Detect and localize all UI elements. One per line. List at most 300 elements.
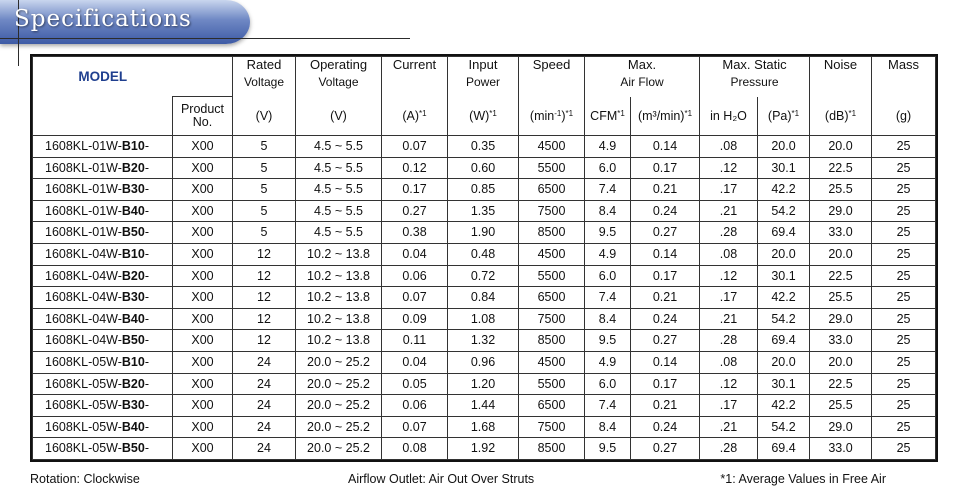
model-prefix: 1608KL-05W- [45, 419, 122, 434]
model-cell [33, 136, 173, 158]
model-variant: B50 [121, 333, 145, 348]
current-cell: 0.11 [382, 330, 448, 352]
rated-voltage-sublabel: Voltage [243, 74, 285, 89]
model-prefix: 1608KL-04W- [45, 290, 122, 305]
mass-cell: 25 [872, 351, 936, 373]
model-cell [33, 308, 173, 330]
model-cell [33, 330, 173, 352]
model-cell [33, 179, 173, 201]
noise-cell: 29.0 [810, 308, 872, 330]
inh2o-cell: .21 [700, 416, 758, 438]
speed-unit-end: ) [561, 108, 566, 123]
pa-cell: 54.2 [758, 200, 810, 222]
airflow-label: Max. [627, 56, 657, 72]
rated-cell: 5 [233, 157, 296, 179]
model-heading: MODEL [78, 68, 128, 84]
airflow-header [585, 57, 700, 97]
spec-table-frame [30, 54, 938, 462]
product-cell: X00 [173, 330, 233, 352]
header-row-units [33, 97, 936, 136]
pa-cell: 54.2 [758, 308, 810, 330]
model-suffix: - [144, 139, 150, 154]
model-suffix: - [144, 290, 150, 305]
noise-unit: (dB) [824, 108, 849, 123]
inh2o-cell: .08 [700, 136, 758, 158]
model-variant: B40 [121, 311, 145, 326]
power-cell: 0.35 [448, 136, 519, 158]
noise-cell: 25.5 [810, 395, 872, 417]
cfm-cell: 6.0 [585, 373, 631, 395]
power-cell: 0.60 [448, 157, 519, 179]
mass-cell: 25 [872, 222, 936, 244]
rated-cell: 12 [233, 308, 296, 330]
m3-cell: 0.24 [631, 200, 700, 222]
cfm-cell: 7.4 [585, 179, 631, 201]
table-row [33, 395, 936, 417]
table-row [33, 287, 936, 309]
noise-unit-cell [810, 97, 872, 136]
table-row [33, 200, 936, 222]
table-row [33, 243, 936, 265]
model-variant: B20 [121, 268, 145, 283]
spec-table-body [33, 136, 936, 460]
model-suffix: - [144, 247, 150, 262]
current-header [382, 57, 448, 97]
speed-cell: 6500 [519, 179, 585, 201]
header-row-top [33, 57, 936, 97]
noise-cell: 33.0 [810, 330, 872, 352]
model-suffix: - [144, 225, 150, 240]
model-variant: B10 [121, 247, 145, 262]
inh2o-cell: .28 [700, 222, 758, 244]
cfm-unit: CFM [590, 108, 618, 123]
page-title: Specifications [14, 6, 192, 32]
current-cell: 0.12 [382, 157, 448, 179]
m3-cell: 0.17 [631, 265, 700, 287]
spec-table [32, 56, 936, 460]
speed-cell: 8500 [519, 222, 585, 244]
operating-cell: 10.2 ~ 13.8 [296, 243, 382, 265]
operating-voltage-header [296, 57, 382, 97]
product-cell: X00 [173, 265, 233, 287]
table-row [33, 438, 936, 460]
model-variant: B40 [121, 203, 145, 218]
table-row [33, 416, 936, 438]
m3-cell: 0.17 [631, 373, 700, 395]
power-unit-cell [448, 97, 519, 136]
footer [30, 472, 934, 488]
speed-cell: 8500 [519, 438, 585, 460]
noise-cell: 25.5 [810, 179, 872, 201]
power-unit: (W) [469, 108, 490, 123]
speed-cell: 5500 [519, 373, 585, 395]
model-variant: B30 [121, 290, 145, 305]
power-cell: 1.90 [448, 222, 519, 244]
inh2o-cell: .12 [700, 157, 758, 179]
speed-sublabel-blank [519, 76, 584, 90]
product-no-header: Product No. [173, 97, 233, 136]
m3-cell: 0.24 [631, 308, 700, 330]
model-suffix: - [144, 333, 150, 348]
operating-cell: 20.0 ~ 25.2 [296, 416, 382, 438]
operating-cell: 20.0 ~ 25.2 [296, 351, 382, 373]
noise-header [810, 57, 872, 97]
product-cell: X00 [173, 395, 233, 417]
mass-cell: 25 [872, 330, 936, 352]
model-suffix: - [144, 398, 150, 413]
rated-voltage-header [233, 57, 296, 97]
model-prefix: 1608KL-05W- [45, 441, 122, 456]
model-header [33, 57, 173, 97]
rated-cell: 12 [233, 243, 296, 265]
pa-cell: 42.2 [758, 179, 810, 201]
table-row [33, 179, 936, 201]
noise-cell: 25.5 [810, 287, 872, 309]
m3-unit: (m³/min) [637, 108, 685, 123]
power-cell: 1.68 [448, 416, 519, 438]
current-cell: 0.27 [382, 200, 448, 222]
pa-cell: 20.0 [758, 136, 810, 158]
inh2o-unit: in H₂O [700, 97, 758, 136]
model-variant: B10 [121, 139, 145, 154]
current-cell: 0.38 [382, 222, 448, 244]
speed-cell: 7500 [519, 200, 585, 222]
mass-cell: 25 [872, 287, 936, 309]
noise-cell: 22.5 [810, 157, 872, 179]
current-cell: 0.09 [382, 308, 448, 330]
power-cell: 0.85 [448, 179, 519, 201]
model-prefix: 1608KL-05W- [45, 398, 122, 413]
product-cell: X00 [173, 157, 233, 179]
rated-cell: 5 [233, 179, 296, 201]
model-suffix: - [144, 203, 150, 218]
rated-cell: 24 [233, 373, 296, 395]
model-variant: B40 [121, 419, 145, 434]
operating-unit: (V) [296, 97, 382, 136]
model-cell [33, 200, 173, 222]
power-cell: 1.32 [448, 330, 519, 352]
mass-label: Mass [887, 56, 920, 72]
m3-cell: 0.14 [631, 136, 700, 158]
operating-cell: 20.0 ~ 25.2 [296, 373, 382, 395]
model-prefix: 1608KL-01W- [45, 225, 122, 240]
operating-cell: 20.0 ~ 25.2 [296, 395, 382, 417]
operating-cell: 4.5 ~ 5.5 [296, 222, 382, 244]
model-cell [33, 157, 173, 179]
input-power-label: Input [468, 56, 498, 72]
model-prefix: 1608KL-01W- [45, 182, 122, 197]
rated-cell: 24 [233, 395, 296, 417]
speed-cell: 6500 [519, 395, 585, 417]
model-suffix: - [144, 376, 150, 391]
pa-cell: 69.4 [758, 330, 810, 352]
product-cell: X00 [173, 351, 233, 373]
model-cell [33, 287, 173, 309]
m3-cell: 0.27 [631, 438, 700, 460]
rated-cell: 12 [233, 330, 296, 352]
speed-note: *1 [565, 108, 574, 118]
pa-cell: 20.0 [758, 243, 810, 265]
power-cell: 0.72 [448, 265, 519, 287]
current-cell: 0.04 [382, 351, 448, 373]
inh2o-cell: .28 [700, 330, 758, 352]
table-row [33, 157, 936, 179]
mass-cell: 25 [872, 395, 936, 417]
model-prefix: 1608KL-04W- [45, 333, 122, 348]
power-note: *1 [489, 108, 497, 118]
mass-cell: 25 [872, 308, 936, 330]
power-cell: 0.84 [448, 287, 519, 309]
current-sublabel-blank [382, 76, 447, 90]
product-cell: X00 [173, 179, 233, 201]
power-cell: 0.48 [448, 243, 519, 265]
power-cell: 0.96 [448, 351, 519, 373]
current-cell: 0.07 [382, 287, 448, 309]
table-row [33, 136, 936, 158]
product-cell: X00 [173, 438, 233, 460]
cfm-cell: 9.5 [585, 330, 631, 352]
model-variant: B10 [121, 355, 145, 370]
model-variant: B50 [121, 441, 145, 456]
speed-cell: 5500 [519, 265, 585, 287]
power-cell: 1.92 [448, 438, 519, 460]
operating-cell: 4.5 ~ 5.5 [296, 200, 382, 222]
power-cell: 1.44 [448, 395, 519, 417]
noise-cell: 22.5 [810, 265, 872, 287]
speed-label: Speed [532, 56, 571, 72]
mass-cell: 25 [872, 373, 936, 395]
product-cell: X00 [173, 308, 233, 330]
m3-cell: 0.21 [631, 395, 700, 417]
model-cell [33, 243, 173, 265]
model-variant: B30 [121, 182, 145, 197]
mass-cell: 25 [872, 243, 936, 265]
model-suffix: - [144, 311, 150, 326]
cfm-cell: 4.9 [585, 136, 631, 158]
operating-voltage-label: Operating [309, 56, 368, 72]
cfm-cell: 8.4 [585, 416, 631, 438]
pa-unit: (Pa) [767, 108, 792, 123]
noise-cell: 22.5 [810, 373, 872, 395]
product-cell: X00 [173, 416, 233, 438]
rated-cell: 5 [233, 136, 296, 158]
m3-cell: 0.27 [631, 222, 700, 244]
noise-cell: 20.0 [810, 351, 872, 373]
table-row [33, 222, 936, 244]
model-suffix: - [144, 355, 150, 370]
operating-cell: 10.2 ~ 13.8 [296, 287, 382, 309]
model-prefix: 1608KL-01W- [45, 203, 122, 218]
mass-unit: (g) [872, 97, 936, 136]
average-values-note: *1: Average Values in Free Air [720, 472, 886, 486]
rated-unit: (V) [233, 97, 296, 136]
rated-cell: 24 [233, 351, 296, 373]
mass-cell: 25 [872, 179, 936, 201]
speed-cell: 6500 [519, 287, 585, 309]
pa-unit-cell [758, 97, 810, 136]
product-cell: X00 [173, 136, 233, 158]
m3-cell: 0.14 [631, 351, 700, 373]
model-suffix: - [144, 268, 150, 283]
model-cell [33, 265, 173, 287]
rated-voltage-label: Rated [246, 56, 282, 72]
input-power-sublabel: Power [465, 74, 500, 89]
cfm-note: *1 [617, 108, 625, 118]
inh2o-cell: .12 [700, 265, 758, 287]
pa-cell: 42.2 [758, 287, 810, 309]
cfm-cell: 4.9 [585, 243, 631, 265]
speed-cell: 4500 [519, 243, 585, 265]
rated-cell: 24 [233, 416, 296, 438]
static-pressure-label: Max. Static [722, 56, 787, 72]
airflow-sublabel: Air Flow [620, 74, 664, 89]
noise-sublabel-blank [810, 76, 871, 90]
operating-cell: 10.2 ~ 13.8 [296, 265, 382, 287]
power-cell: 1.20 [448, 373, 519, 395]
current-unit-cell [382, 97, 448, 136]
operating-voltage-sublabel: Voltage [318, 74, 359, 89]
model-variant: B20 [121, 376, 145, 391]
inh2o-cell: .17 [700, 395, 758, 417]
inh2o-cell: .17 [700, 287, 758, 309]
model-header-lower [33, 97, 173, 136]
static-pressure-sublabel: Pressure [730, 74, 779, 89]
header-rule [0, 38, 410, 39]
current-cell: 0.08 [382, 438, 448, 460]
speed-header [519, 57, 585, 97]
operating-cell: 4.5 ~ 5.5 [296, 157, 382, 179]
noise-note: *1 [848, 108, 857, 118]
model-suffix: - [144, 419, 150, 434]
static-pressure-header [700, 57, 810, 97]
speed-cell: 7500 [519, 308, 585, 330]
airflow-note: Airflow Outlet: Air Out Over Struts [348, 472, 535, 486]
input-power-header [448, 57, 519, 97]
model-prefix: 1608KL-04W- [45, 268, 122, 283]
inh2o-cell: .08 [700, 243, 758, 265]
rated-cell: 12 [233, 265, 296, 287]
mass-cell: 25 [872, 265, 936, 287]
mass-cell: 25 [872, 157, 936, 179]
pa-cell: 30.1 [758, 265, 810, 287]
model-prefix: 1608KL-04W- [45, 247, 122, 262]
speed-cell: 4500 [519, 351, 585, 373]
pa-cell: 20.0 [758, 351, 810, 373]
model-suffix: - [144, 441, 150, 456]
current-cell: 0.04 [382, 243, 448, 265]
noise-label: Noise [823, 56, 858, 72]
speed-cell: 7500 [519, 416, 585, 438]
product-cell: X00 [173, 222, 233, 244]
speed-unit-cell [519, 97, 585, 136]
mass-header [872, 57, 936, 97]
noise-cell: 33.0 [810, 222, 872, 244]
speed-unit-exp: -1 [554, 108, 562, 118]
model-prefix: 1608KL-01W- [45, 160, 122, 175]
model-cell [33, 351, 173, 373]
current-cell: 0.05 [382, 373, 448, 395]
speed-unit-base: (min [529, 108, 555, 123]
m3-cell: 0.14 [631, 243, 700, 265]
rated-cell: 24 [233, 438, 296, 460]
cfm-cell: 6.0 [585, 157, 631, 179]
product-cell: X00 [173, 200, 233, 222]
rated-cell: 12 [233, 287, 296, 309]
operating-cell: 10.2 ~ 13.8 [296, 308, 382, 330]
operating-cell: 4.5 ~ 5.5 [296, 179, 382, 201]
power-cell: 1.08 [448, 308, 519, 330]
cfm-unit-cell [585, 97, 631, 136]
cfm-cell: 4.9 [585, 351, 631, 373]
cfm-cell: 7.4 [585, 287, 631, 309]
mass-sublabel-blank [872, 76, 935, 90]
power-cell: 1.35 [448, 200, 519, 222]
m3-cell: 0.17 [631, 157, 700, 179]
table-row [33, 373, 936, 395]
m3-cell: 0.21 [631, 287, 700, 309]
operating-cell: 4.5 ~ 5.5 [296, 136, 382, 158]
pa-cell: 30.1 [758, 373, 810, 395]
rotation-note: Rotation: Clockwise [30, 472, 140, 486]
current-cell: 0.07 [382, 136, 448, 158]
current-cell: 0.06 [382, 395, 448, 417]
current-unit: (A) [402, 108, 420, 123]
cfm-cell: 7.4 [585, 395, 631, 417]
cfm-cell: 8.4 [585, 308, 631, 330]
model-variant: B50 [121, 225, 145, 240]
inh2o-cell: .21 [700, 200, 758, 222]
current-label: Current [392, 56, 437, 72]
model-cell [33, 438, 173, 460]
cfm-cell: 9.5 [585, 222, 631, 244]
rated-cell: 5 [233, 222, 296, 244]
model-prefix: 1608KL-05W- [45, 355, 122, 370]
noise-cell: 29.0 [810, 416, 872, 438]
model-prefix: 1608KL-05W- [45, 376, 122, 391]
cfm-cell: 6.0 [585, 265, 631, 287]
noise-cell: 20.0 [810, 136, 872, 158]
m3-cell: 0.24 [631, 416, 700, 438]
m3-unit-cell [631, 97, 700, 136]
noise-cell: 29.0 [810, 200, 872, 222]
speed-cell: 8500 [519, 330, 585, 352]
inh2o-cell: .12 [700, 373, 758, 395]
model-prefix: 1608KL-04W- [45, 311, 122, 326]
mass-cell: 25 [872, 416, 936, 438]
model-suffix: - [144, 182, 150, 197]
current-cell: 0.07 [382, 416, 448, 438]
product-cell: X00 [173, 287, 233, 309]
model-suffix: - [144, 160, 150, 175]
pa-cell: 69.4 [758, 222, 810, 244]
model-cell [33, 373, 173, 395]
mass-cell: 25 [872, 136, 936, 158]
current-note: *1 [419, 108, 427, 118]
m3-note: *1 [684, 108, 693, 118]
model-variant: B20 [121, 160, 145, 175]
cfm-cell: 9.5 [585, 438, 631, 460]
product-cell: X00 [173, 373, 233, 395]
model-prefix: 1608KL-01W- [45, 139, 122, 154]
current-cell: 0.17 [382, 179, 448, 201]
model-cell [33, 416, 173, 438]
inh2o-cell: .17 [700, 179, 758, 201]
table-row [33, 351, 936, 373]
m3-cell: 0.21 [631, 179, 700, 201]
speed-cell: 5500 [519, 157, 585, 179]
pa-cell: 42.2 [758, 395, 810, 417]
pa-cell: 30.1 [758, 157, 810, 179]
